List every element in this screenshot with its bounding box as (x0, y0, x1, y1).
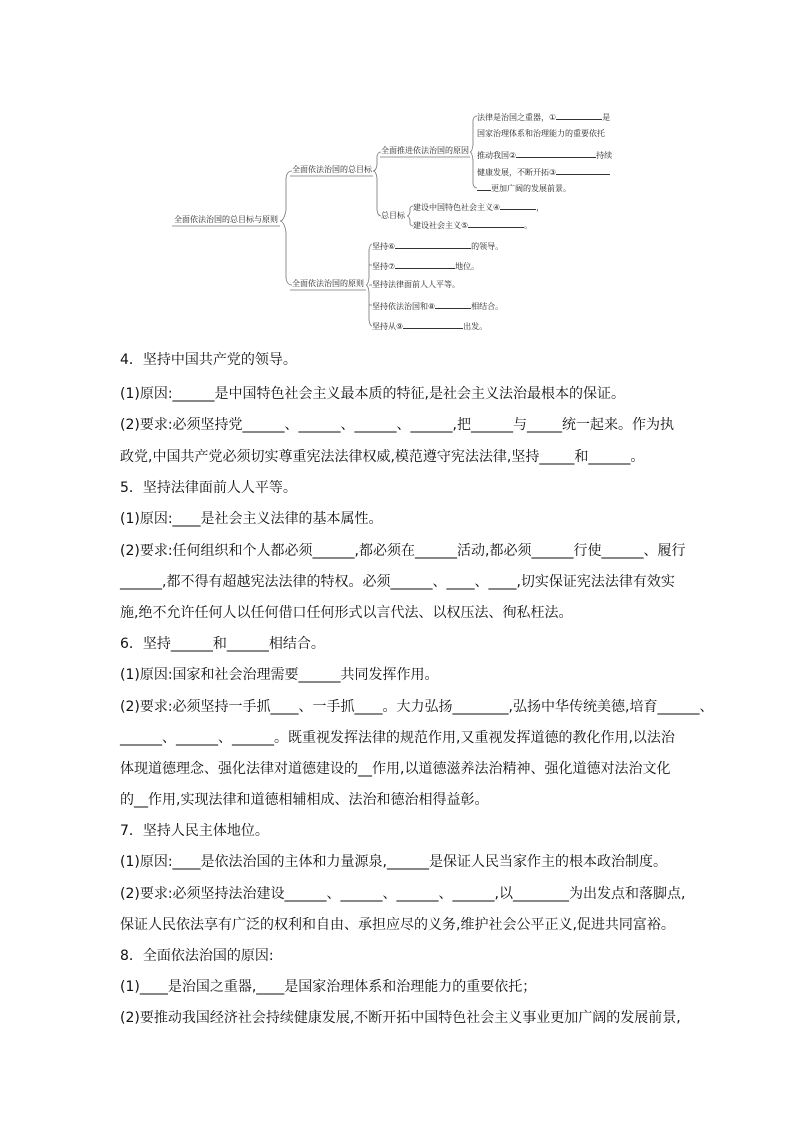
fill-blank (556, 111, 602, 120)
fill-blank (500, 201, 536, 210)
fill-blank (516, 149, 596, 158)
connector-reason-bottom (470, 152, 477, 188)
connector-root-principle (280, 221, 292, 285)
mindmap-goal-line-1: 建设中国特色社会主义④ ， (413, 203, 545, 212)
body-line: (1)原因:____是社会主义法律的基本属性。 (120, 511, 383, 527)
fill-blank (395, 240, 471, 249)
connector-root-goal (280, 171, 292, 221)
body-line: (1)原因:国家和社会治理需要______共同发挥作用。 (120, 667, 439, 683)
mindmap-goal-line-2: 建设社会主义⑤ 。 (413, 221, 533, 230)
section-6-heading: 6．坚持______和______相结合。 (120, 636, 325, 652)
fill-blank (395, 260, 455, 269)
fill-blank (477, 182, 491, 191)
body-line: 体现道德理念、强化法律对道德建设的__作用,以道德滋养法治精神、强化道德对法治文化 (120, 761, 671, 777)
body-line: ______、______、______。既重视发挥法律的规范作用,又重视发挥道德的教化作用,以法治 (120, 730, 675, 746)
body-line: 的__作用,实现法律和道德相辅相成、法治和德治相得益彰。 (120, 792, 489, 808)
mindmap-principle-4: 坚持依法治国和⑧ 相结合。 (372, 302, 504, 311)
connector-goal-reason (373, 152, 381, 171)
mindmap-reason-line-2: 国家治理体系和治理能力的重要依托 (477, 129, 605, 138)
body-line: (2)要求:必须坚持一手抓____、一手抓____。大力弘扬________,弘扬中华传统美德,培育______、 (120, 699, 714, 715)
mindmap-reason-line-5: 更加广阔的发展前景。 (477, 182, 571, 194)
body-line: (2)要推动我国经济社会持续健康发展,不断开拓中国特色社会主义事业更加广阔的发展前景, (120, 1010, 681, 1026)
connector-reason-top (470, 116, 477, 152)
body-line: (1)____是治国之重器,____是国家治理体系和治理能力的重要依托； (120, 979, 537, 995)
body-line: (1)原因:____是依法治国的主体和力量源泉,______是保证人民当家作主的根本政治制度。 (120, 854, 667, 870)
mindmap-principle-2: 坚持⑦ 地位。 (372, 262, 480, 271)
connector-goal-target (373, 171, 381, 216)
body-line: 政党,中国共产党必须切实尊重宪法法律权威,模范遵守宪法法律,坚持_____和______。 (120, 449, 645, 465)
body-line: 保证人民依法享有广泛的权利和自由、承担应尽的义务,维护社会公平正义,促进共同富裕。 (120, 917, 675, 933)
fill-blank (556, 166, 610, 175)
mindmap-root: 全面依法治国的总目标与原则 (174, 215, 278, 224)
mindmap-sub-goal: 总目标 (381, 211, 405, 220)
mindmap-principle-3: 坚持法律面前人人平等。 (372, 280, 460, 289)
fill-blank (468, 219, 524, 228)
mindmap-reason-line-3: 推动我国② 持续 (477, 151, 613, 160)
body-line: (2)要求:必须坚持党______、______、______、______,把______与_____统一起来。作为执 (120, 417, 674, 433)
fill-blank (435, 300, 471, 309)
body-line: (1)原因:______是中国特色社会主义最本质的特征,是社会主义法治最根本的保证。 (120, 386, 625, 402)
section-5-heading: 5．坚持法律面前人人平等。 (120, 480, 297, 496)
mindmap-sub-reason: 全面推进依法治国的原因 (381, 146, 469, 155)
mindmap-principle-1: 坚持⑥ 的领导。 (372, 242, 504, 251)
section-8-heading: 8．全面依法治国的原因: (120, 948, 274, 964)
body-line: ______,都不得有超越宪法法律的特权。必须______、____、____,切实保证宪法法律有效实 (120, 574, 675, 590)
mindmap-reason-line-1: 法律是治国之重器，① 是 (477, 113, 611, 122)
section-4-heading: 4．坚持中国共产党的领导。 (120, 352, 297, 368)
mindmap-reason-line-4: 健康发展，不断开拓③ (477, 166, 610, 178)
fill-blank (403, 320, 463, 329)
body-line: (2)要求:任何组织和个人都必须______,都必须在______活动,都必须______行使______、履行 (120, 543, 686, 559)
mindmap-branch-principle: 全面依法治国的原则 (292, 279, 364, 288)
mindmap-principle-5: 坚持从⑨ 出发。 (372, 322, 488, 331)
body-line: (2)要求:必须坚持法治建设______、______、______、______,以________为出发点和落脚点, (120, 886, 686, 902)
mindmap-branch-goal: 全面依法治国的总目标 (292, 165, 372, 174)
body-line: 施,绝不允许任何人以任何借口任何形式以言代法、以权压法、徇私枉法。 (120, 605, 573, 621)
section-7-heading: 7．坚持人民主体地位。 (120, 823, 269, 839)
